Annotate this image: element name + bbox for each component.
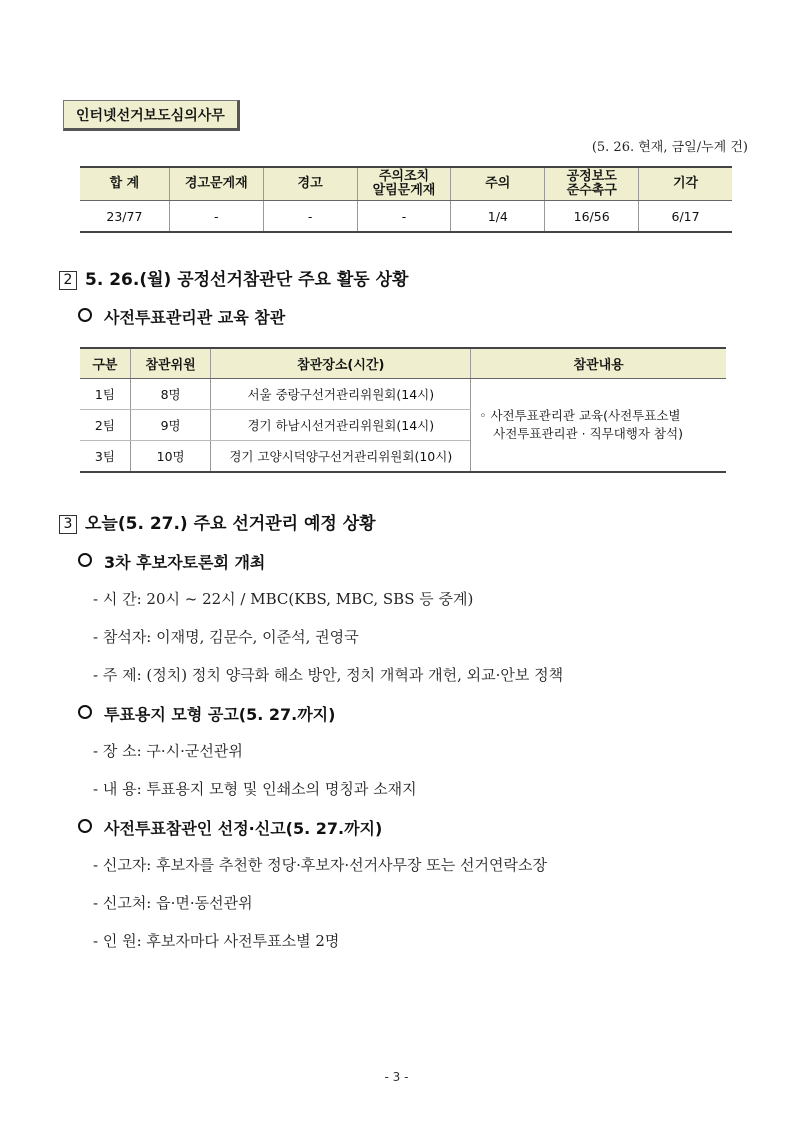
- review-table: [80, 166, 732, 233]
- section-title: 5. 26.(월) 공정선거참관단 주요 활동 상황: [85, 270, 409, 290]
- observation-table: [80, 347, 726, 473]
- header-cell: 참관위원: [130, 348, 211, 379]
- section-heading: [59, 509, 376, 534]
- section-tag: 인터넷선거보도심의사무: [63, 100, 240, 131]
- content-line: 사전투표관리관 · 직무대행자 참석): [493, 426, 683, 441]
- circle-bullet-icon: [78, 819, 92, 833]
- table-row: [80, 379, 726, 410]
- sub-heading-text: 사전투표참관인 선정·신고(5. 27.까지): [104, 819, 383, 838]
- header-cell: 경고문게재: [169, 167, 263, 201]
- table-cell: 23/77: [106, 208, 143, 224]
- list-item: - 신고자: 후보자를 추천한 정당·후보자·선거사무장 또는 선거연락소장: [93, 856, 547, 874]
- table-cell: 경기 고양시덕양구선거관리위원회(10시): [211, 441, 471, 473]
- circle-bullet-icon: [78, 553, 92, 567]
- sub-heading: [78, 305, 285, 328]
- sub-heading: [78, 702, 335, 725]
- header-cell: 합 계: [80, 167, 169, 201]
- table-cell: 1팀: [80, 379, 130, 410]
- sub-heading-text: 투표용지 모형 공고(5. 27.까지): [104, 705, 336, 724]
- list-item: - 신고처: 읍·면·동선관위: [93, 894, 253, 912]
- sub-heading-text: 3차 후보자토론회 개최: [104, 553, 266, 572]
- status-note: (5. 26. 현재, 금일/누계 건): [591, 140, 748, 155]
- table-header-row: [80, 167, 732, 201]
- table-cell: 9명: [130, 410, 211, 441]
- table-cell: 1/4: [451, 201, 545, 233]
- header-cell: 기각: [639, 167, 732, 201]
- header-cell: 참관내용: [471, 348, 726, 379]
- header-cell: 주의: [451, 167, 545, 201]
- table-header-row: [80, 348, 726, 379]
- table-cell: -: [169, 201, 263, 233]
- header-cell: 구분: [80, 348, 130, 379]
- table-cell: 2팀: [80, 410, 130, 441]
- table-cell: 6/17: [639, 201, 732, 233]
- content-line: ◦ 사전투표관리관 교육(사전투표소별: [479, 408, 681, 423]
- section-title: 오늘(5. 27.) 주요 선거관리 예정 상황: [85, 514, 376, 534]
- header-cell: 참관장소(시간): [211, 348, 471, 379]
- table-cell: 3팀: [80, 441, 130, 473]
- sub-heading: [78, 816, 382, 839]
- header-cell: 공정보도 준수촉구: [545, 167, 639, 201]
- circle-bullet-icon: [78, 308, 92, 322]
- section-heading: [59, 265, 408, 290]
- list-item: - 내 용: 투표용지 모형 및 인쇄소의 명칭과 소재지: [93, 780, 417, 798]
- section-number: 2: [59, 271, 77, 290]
- table-cell: 서울 중랑구선거관리위원회(14시): [211, 379, 471, 410]
- table-row: [80, 201, 732, 233]
- table-cell: 8명: [130, 379, 211, 410]
- page-number: - 3 -: [384, 1070, 409, 1084]
- sub-heading-text: 사전투표관리관 교육 참관: [104, 308, 286, 327]
- table-cell: 10명: [130, 441, 211, 473]
- list-item: - 시 간: 20시 ~ 22시 / MBC(KBS, MBC, SBS 등 중계): [93, 590, 474, 608]
- list-item: - 인 원: 후보자마다 사전투표소별 2명: [93, 932, 340, 950]
- list-item: - 참석자: 이재명, 김문수, 이준석, 권영국: [93, 628, 359, 646]
- content-cell: [471, 379, 726, 473]
- table-cell: -: [263, 201, 357, 233]
- table-cell: 경기 하남시선거관리위원회(14시): [211, 410, 471, 441]
- list-item: - 주 제: (정치) 정치 양극화 해소 방안, 정치 개혁과 개헌, 외교·안보 정책: [93, 666, 564, 684]
- list-item: - 장 소: 구·시·군선관위: [93, 742, 243, 760]
- header-cell: 경고: [263, 167, 357, 201]
- table-cell: -: [357, 201, 451, 233]
- header-cell: 주의조치 알림문게재: [357, 167, 451, 201]
- section-number: 3: [59, 515, 77, 534]
- table-cell: 16/56: [545, 201, 639, 233]
- sub-heading: [78, 550, 265, 573]
- circle-bullet-icon: [78, 705, 92, 719]
